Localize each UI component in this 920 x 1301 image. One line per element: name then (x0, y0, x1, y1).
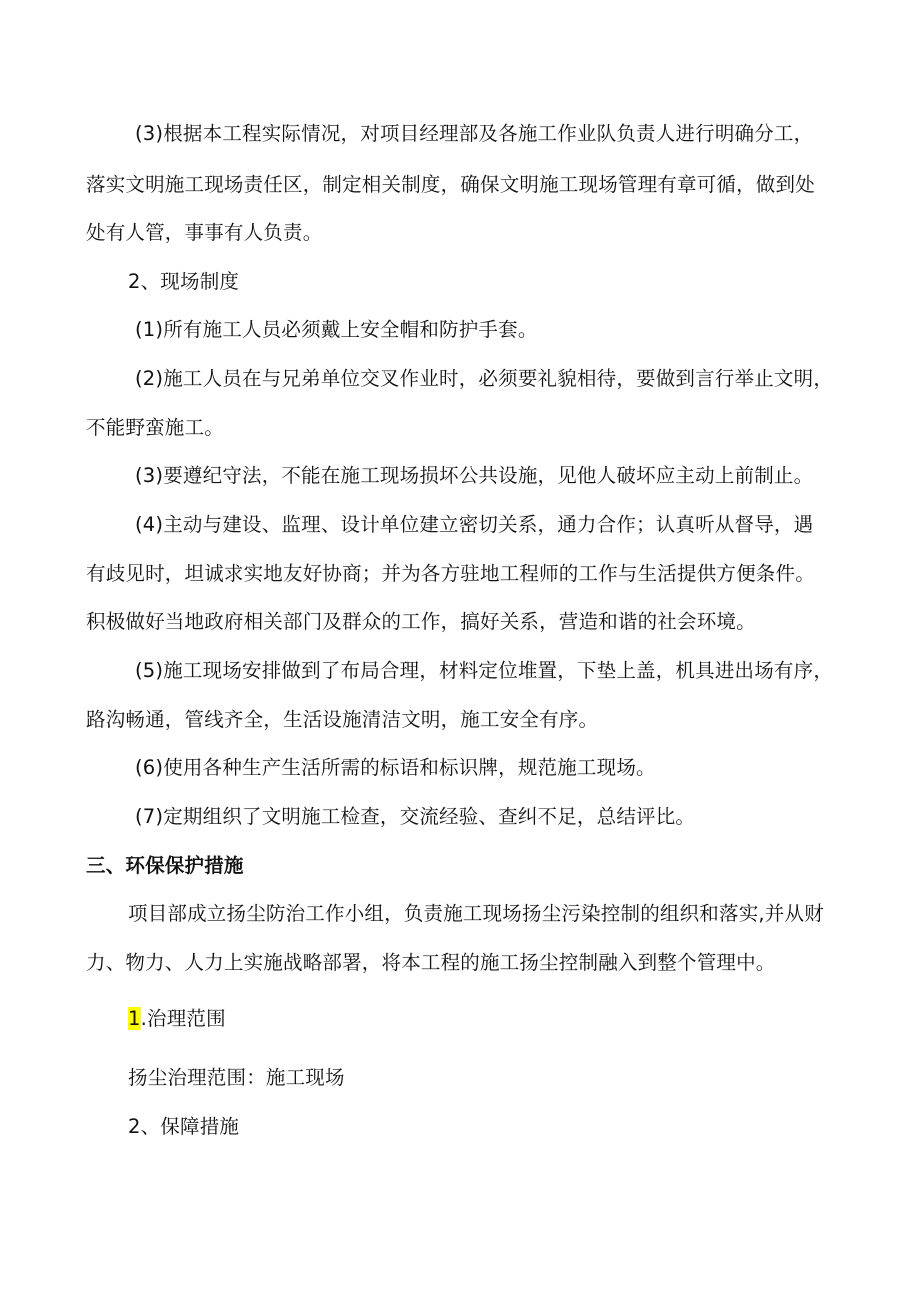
paragraph-line: 路沟畅通，管线齐全，生活设施清洁文明，施工安全有序。 (86, 708, 599, 731)
highlighted-number: 1 (128, 1007, 141, 1030)
paragraph-line: (3)根据本工程实际情况，对项目经理部及各施工作业队负责人进行明确分工， (135, 122, 814, 145)
paragraph-line: (2)施工人员在与兄弟单位交叉作业时，必须要礼貌相待，要做到言行举止文明， (135, 367, 834, 390)
paragraph-line: (1)所有施工人员必须戴上安全帽和防护手套。 (135, 318, 538, 341)
paragraph-line: 有歧见时，坦诚求实地友好协商；并为各方驻地工程师的工作与生活提供方便条件。 (86, 562, 815, 585)
paragraph-line: (3)要遵纪守法，不能在施工现场损坏公共设施，见他人破坏应主动上前制止。 (135, 464, 814, 487)
paragraph-line: (7)定期组织了文明施工检查，交流经验、查纠不足，总结评比。 (135, 805, 696, 828)
paragraph-line: 不能野蛮施工。 (86, 416, 224, 439)
subsection-heading-text: .治理范围 (140, 1007, 226, 1030)
paragraph-line: 处有人管，事事有人负责。 (86, 221, 323, 244)
paragraph-line: 力、物力、人力上实施战略部署，将本工程的施工扬尘控制融入到整个管理中。 (86, 951, 776, 974)
section-title: 三、环保保护措施 (86, 854, 244, 877)
subsection-heading: 2、保障措施 (128, 1115, 240, 1138)
paragraph-line: 项目部成立扬尘防治工作小组，负责施工现场扬尘污染控制的组织和落实,并从财 (128, 902, 824, 925)
section-heading: 2、现场制度 (128, 270, 240, 293)
paragraph-line: 扬尘治理范围：施工现场 (128, 1066, 345, 1089)
paragraph-line: 落实文明施工现场责任区，制定相关制度，确保文明施工现场管理有章可循，做到处 (86, 173, 815, 196)
subsection-heading (0, 1005, 920, 1033)
paragraph-line: (5)施工现场安排做到了布局合理，材料定位堆置，下垫上盖，机具进出场有序， (135, 659, 834, 682)
paragraph-line: (6)使用各种生产生活所需的标语和标识牌，规范施工现场。 (135, 756, 656, 779)
paragraph-line: 积极做好当地政府相关部门及群众的工作，搞好关系，营造和谐的社会环境。 (86, 610, 756, 633)
paragraph-line: (4)主动与建设、监理、设计单位建立密切关系，通力合作；认真听从督导，遇 (135, 513, 814, 536)
